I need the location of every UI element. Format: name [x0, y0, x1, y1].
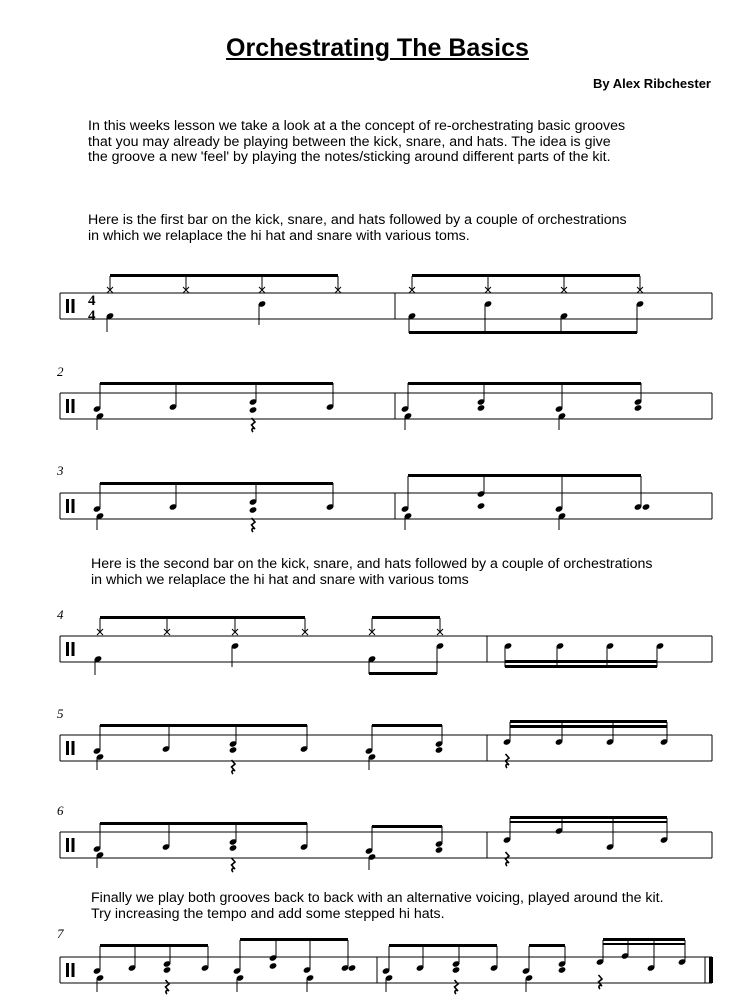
section2-paragraph: Here is the second bar on the kick, snare, and hats followed by a couple of orchestrations in which we relaplace the hi hat and snare with various toms	[91, 556, 653, 588]
system-number-4: 4	[57, 607, 64, 622]
page-title: Orchestrating The Basics	[226, 34, 529, 62]
section1-paragraph: Here is the first bar on the kick, snare, and hats followed by a couple of orchestrations in which we relaplace the hi hat and snare with various toms.	[88, 212, 627, 244]
system-6	[60, 816, 712, 872]
system-number-3: 3	[57, 463, 64, 478]
system-1-staff	[60, 293, 712, 319]
time-signature-top: 4	[88, 293, 96, 309]
section3-paragraph: Finally we play both grooves back to back with an alternative voicing, played around the kit. Try increasing the tempo and add some stepped hi hats.	[91, 890, 664, 922]
system-2	[60, 382, 712, 432]
percussion-clef	[66, 299, 69, 313]
system-5	[60, 720, 712, 774]
system-7	[60, 938, 713, 994]
system-4	[60, 616, 712, 675]
system-1	[60, 274, 712, 334]
intro-paragraph: In this weeks lesson we take a look at a the concept of re-orchestrating basic grooves that you may already be playing between the kick, snare, and hats. The idea is give the groove a new 'feel' by playing the notes/sticking around different parts of the kit.	[88, 118, 626, 165]
author-byline: By Alex Ribchester	[592, 76, 711, 91]
system-number-7: 7	[57, 926, 64, 941]
system-number-6: 6	[57, 803, 64, 818]
system-number-2: 2	[57, 364, 64, 379]
time-signature-bottom: 4	[88, 308, 96, 324]
system-number-5: 5	[57, 706, 64, 721]
system-3	[60, 474, 712, 532]
